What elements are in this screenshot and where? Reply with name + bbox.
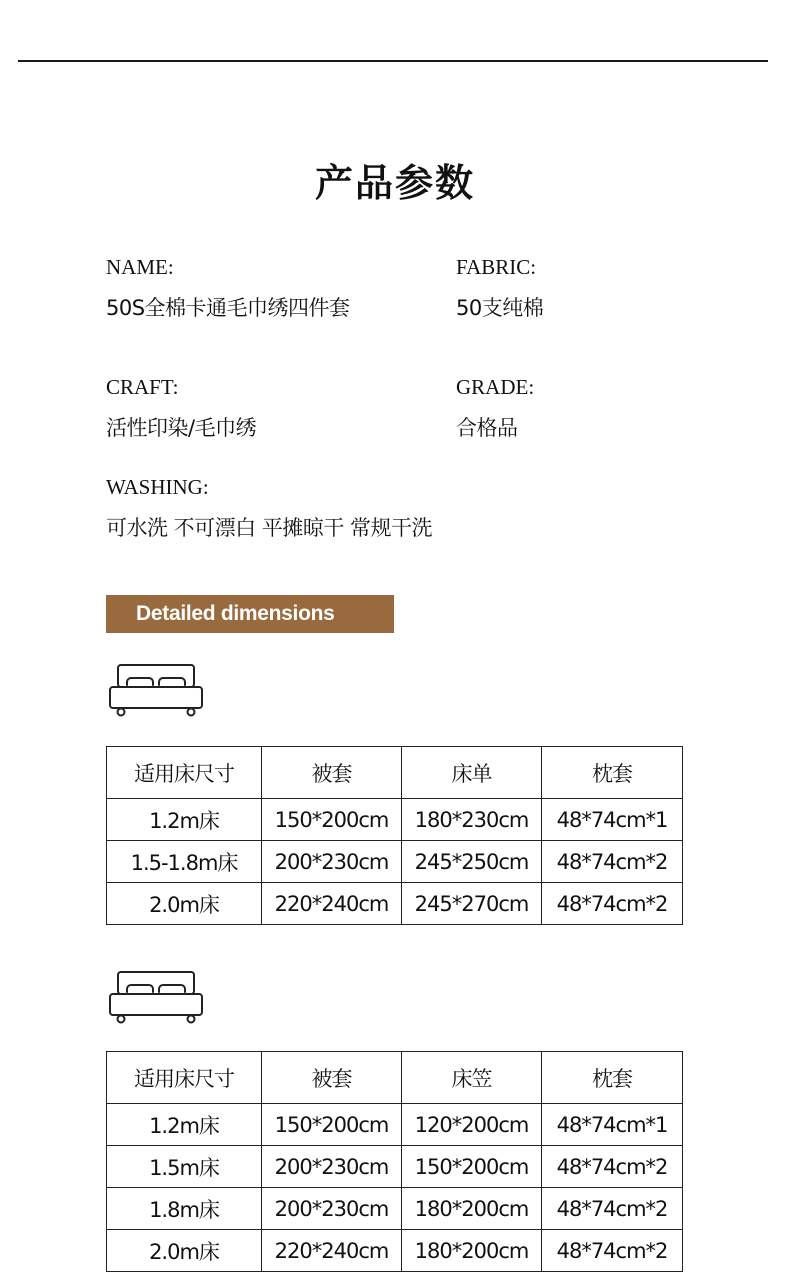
header-pillowcase: 枕套 xyxy=(542,1052,683,1104)
header-fitted-sheet: 床笠 xyxy=(402,1052,542,1104)
table-header-row xyxy=(107,1052,683,1104)
cell-pillowcase: 48*74cm*1 xyxy=(542,1104,683,1146)
header-bed-sheet: 床单 xyxy=(402,747,542,799)
cell-bed-size: 1.5-1.8m床 xyxy=(107,841,262,883)
table-row xyxy=(107,799,683,841)
cell-bed-size: 2.0m床 xyxy=(107,883,262,925)
cell-duvet-cover: 220*240cm xyxy=(262,1230,402,1272)
cell-pillowcase: 48*74cm*2 xyxy=(542,883,683,925)
cell-bed-sheet: 180*230cm xyxy=(402,799,542,841)
cell-bed-size: 1.8m床 xyxy=(107,1188,262,1230)
cell-fitted-sheet: 180*200cm xyxy=(402,1230,542,1272)
cell-pillowcase: 48*74cm*2 xyxy=(542,841,683,883)
spec-grade-value: 合格品 xyxy=(456,416,518,440)
spec-name-label: NAME: xyxy=(106,255,174,279)
spec-washing-value: 可水洗 不可漂白 平摊晾干 常规干洗 xyxy=(106,516,433,540)
cell-bed-size: 1.5m床 xyxy=(107,1146,262,1188)
bed-icon xyxy=(108,663,204,719)
header-bed-size: 适用床尺寸 xyxy=(107,747,262,799)
page-title: 产品参数 xyxy=(314,161,475,205)
cell-pillowcase: 48*74cm*1 xyxy=(542,799,683,841)
spec-fabric-value: 50支纯棉 xyxy=(456,296,544,320)
dimensions-table-fitted xyxy=(106,1051,683,1272)
spec-grade xyxy=(456,372,534,442)
spec-grade-label: GRADE: xyxy=(456,375,535,399)
header-pillowcase: 枕套 xyxy=(542,747,683,799)
cell-bed-sheet: 245*250cm xyxy=(402,841,542,883)
table-row xyxy=(107,1146,683,1188)
spec-craft-label: CRAFT: xyxy=(106,375,179,399)
cell-pillowcase: 48*74cm*2 xyxy=(542,1146,683,1188)
table-header-row xyxy=(107,747,683,799)
cell-duvet-cover: 200*230cm xyxy=(262,1188,402,1230)
cell-pillowcase: 48*74cm*2 xyxy=(542,1188,683,1230)
dimensions-banner: Detailed dimensions xyxy=(106,595,394,633)
top-divider xyxy=(18,60,768,62)
table-row xyxy=(107,1230,683,1272)
cell-bed-size: 2.0m床 xyxy=(107,1230,262,1272)
cell-bed-sheet: 245*270cm xyxy=(402,883,542,925)
cell-pillowcase: 48*74cm*2 xyxy=(542,1230,683,1272)
spec-washing-label: WASHING: xyxy=(106,475,209,499)
table-row xyxy=(107,1104,683,1146)
header-bed-size: 适用床尺寸 xyxy=(107,1052,262,1104)
cell-fitted-sheet: 180*200cm xyxy=(402,1188,542,1230)
cell-fitted-sheet: 150*200cm xyxy=(402,1146,542,1188)
table-row xyxy=(107,841,683,883)
spec-name-value: 50S全棉卡通毛巾绣四件套 xyxy=(106,296,350,320)
cell-duvet-cover: 220*240cm xyxy=(262,883,402,925)
bed-icon xyxy=(108,970,204,1026)
header-duvet-cover: 被套 xyxy=(262,1052,402,1104)
spec-fabric xyxy=(456,252,543,322)
cell-duvet-cover: 200*230cm xyxy=(262,1146,402,1188)
table-row xyxy=(107,1188,683,1230)
cell-duvet-cover: 150*200cm xyxy=(262,1104,402,1146)
spec-fabric-label: FABRIC: xyxy=(456,255,537,279)
spec-craft-value: 活性印染/毛巾绣 xyxy=(106,416,257,440)
cell-bed-size: 1.2m床 xyxy=(107,1104,262,1146)
cell-fitted-sheet: 120*200cm xyxy=(402,1104,542,1146)
cell-duvet-cover: 200*230cm xyxy=(262,841,402,883)
spec-washing xyxy=(106,472,432,542)
spec-craft xyxy=(106,372,256,442)
dimensions-table-sheet xyxy=(106,746,683,925)
header-duvet-cover: 被套 xyxy=(262,747,402,799)
spec-name xyxy=(106,252,350,322)
cell-duvet-cover: 150*200cm xyxy=(262,799,402,841)
cell-bed-size: 1.2m床 xyxy=(107,799,262,841)
table-row xyxy=(107,883,683,925)
